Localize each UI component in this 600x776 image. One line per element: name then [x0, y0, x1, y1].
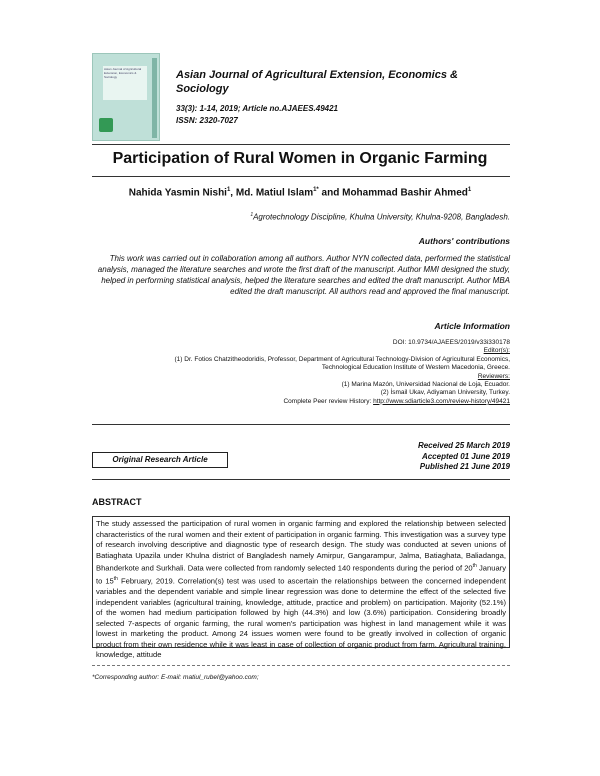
info-rule: [92, 424, 510, 425]
date-accepted: Accepted 01 June 2019: [421, 451, 510, 461]
journal-name: Asian Journal of Agricultural Extension, Economics & Sociology: [176, 69, 458, 95]
author-affil-sup: 1: [226, 187, 231, 193]
cover-logo: [99, 118, 113, 132]
affiliation-sup: 1: [250, 212, 254, 218]
review-history-label: Complete Peer review History:: [283, 397, 374, 405]
abstract-box: [92, 516, 510, 660]
article-info: [90, 339, 510, 406]
abstract-heading: ABSTRACT: [92, 497, 142, 507]
footnote-rule: [92, 665, 510, 666]
contributions-text: This work was carried out in collaboration among all authors. Author NYN collected data, performed the statistical analysis, managed the literature searches and wrote the first draft of the manuscript. Author MMI designed the study, helped in performing statistical analysis, helped the literature searches and edited the draft manuscript. Author MBA edited the draft manuscript. All authors read and approved the final manuscript.: [97, 254, 510, 296]
abstract-sup: th: [472, 563, 477, 569]
abstract-text: February, 2019. Correlation(s) test was used to ascertain the relationships between the concerned independent variables and the dependent variable and simple linear regression was done to determine the effect of the selected five independent variables (agricultural training, knowledge, attitude, practice and problem) on participation. Majority (52.1%) of the women had medium participation followed by high (44.3%) and low (3.6%) participation. Considering broadly selected 7-aspects of organic farming, the rural women's participation was highest in land management while it was lowest in marketing the product. Among 24 issues women were found to be greatly involved in collection of organic product from their own residence while it was least in case of collection of organic product from farm. Agricultural training, knowledge, attitude: [96, 576, 506, 660]
review-history-link[interactable]: http://www.sdiarticle3.com/review-history/49421: [373, 397, 510, 405]
reviewer-line: (1) Marina Mazón, Universidad Nacional de Loja, Ecuador.: [341, 381, 510, 389]
journal-cover-thumbnail: [92, 53, 160, 141]
editor-label: Editor(s):: [483, 347, 510, 355]
author-name: Md. Matiul Islam: [235, 187, 314, 199]
journal-issn: ISSN: 2320-7027: [176, 116, 238, 125]
abstract-text: The study assessed the participation of rural women in organic farming and explored the relationship between selected characteristics of the rural women and their extent of participation in organic farming. This investigation was a survey type of research involving descriptive and diagnostic type of research design. The study was conducted at seven unions of Batiaghata Upazila under Khulna district of Bangladesh namely Amirpur, Gangarampur, Jalma, Batiaghata, Baliadanga, Bhanderkote and Surkhali. Data were collected from randomly selected 140 respondents during the period of 20: [96, 519, 506, 573]
author-name: Nahida Yasmin Nishi: [128, 187, 227, 199]
reviewer-line: (2) İsmail Ukav, Adiyaman University, Turkey.: [380, 389, 510, 397]
cover-caption: Asian Journal of Agricultural Extension, Economics & Sociology: [103, 66, 147, 100]
header-rule: [92, 144, 510, 145]
author-list: [0, 187, 600, 198]
publication-dates: [418, 441, 510, 473]
author-affil-sup: 1: [467, 187, 472, 193]
author-separator: and: [318, 187, 343, 199]
article-type-box: Original Research Article: [92, 452, 228, 468]
contributions-heading: Authors' contributions: [418, 236, 510, 246]
corresponding-author-footnote: *Corresponding author: E-mail: matiul_rubel@yahoo.com;: [92, 674, 259, 681]
abstract-text: January to 15: [96, 563, 506, 586]
author-affil-sup: 1*: [313, 187, 319, 193]
doi: DOI: 10.9734/AJAEES/2019/v33i330178: [392, 339, 510, 346]
review-history: [90, 398, 510, 406]
paper-title: Participation of Rural Women in Organic Farming: [112, 150, 488, 167]
title-rule: [92, 176, 510, 177]
author-separator: ,: [230, 187, 236, 199]
reviewers-label: Reviewers:: [477, 372, 510, 380]
dates-rule: [92, 479, 510, 480]
author-name: Mohammad Bashir Ahmed: [342, 187, 468, 199]
date-received: Received 25 March 2019: [417, 441, 510, 450]
editor-line: (1) Dr. Fotios Chatzitheodoridis, Professor, Department of Agricultural Technology-Division of Agricultural Economics,: [174, 355, 510, 363]
affiliation-text: Agrotechnology Discipline, Khulna University, Khulna-9208, Bangladesh.: [253, 212, 510, 222]
cover-strip: [152, 58, 157, 138]
article-info-heading: Article Information: [434, 321, 510, 331]
journal-issue: 33(3): 1-14, 2019; Article no.AJAEES.49421: [176, 104, 339, 113]
date-published: Published 21 June 2019: [419, 462, 510, 471]
affiliation: [250, 212, 510, 222]
editor-line: Technological Education Institute of Western Macedonia, Greece.: [321, 364, 510, 372]
abstract-sup: th: [113, 576, 118, 583]
